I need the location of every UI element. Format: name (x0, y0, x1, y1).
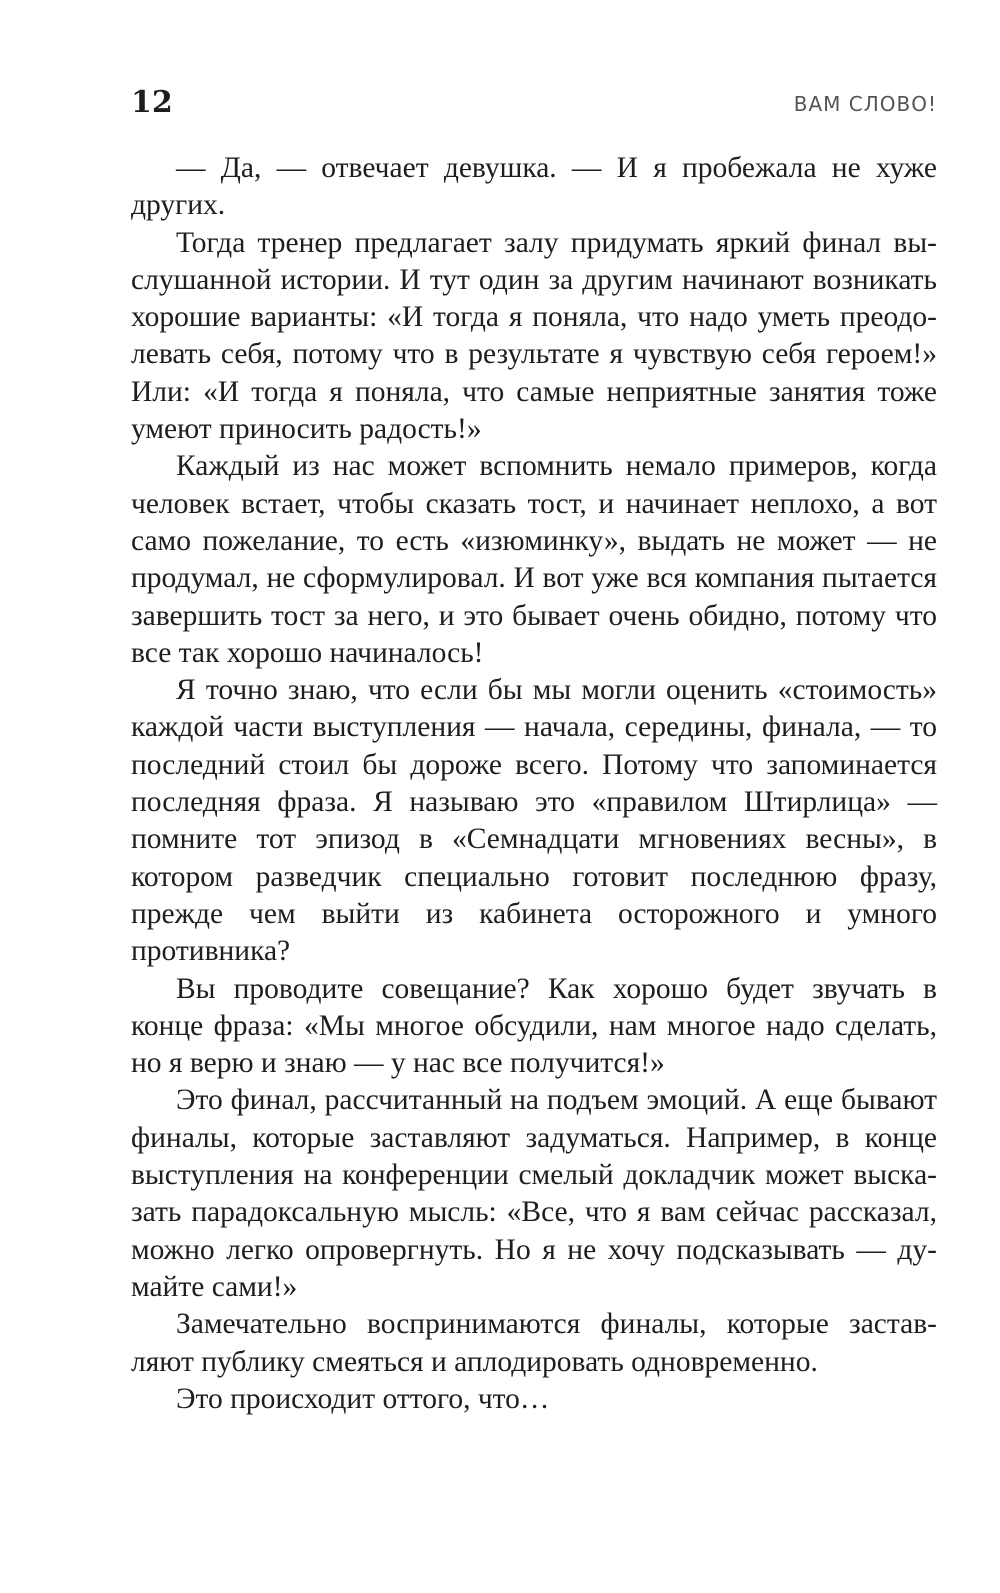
paragraph: Тогда тренер предлагает залу придумать яркий финал выслушанной истории. И тут один за другим начинают возникать хорошие варианты: «И тогда я поняла, что надо уметь преодолевать себя, потому что в результате я чувствую себя героем!» Или: «И тогда я поняла, что самые неприятные занятия тоже умеют приносить радость!» (131, 226, 937, 446)
running-title: ВАМ СЛОВО! (793, 92, 937, 116)
body-text (131, 150, 937, 1418)
paragraph: Это происходит оттого, что… (176, 1382, 550, 1415)
paragraph: — Да, — отвечает девушка. — И я пробежала не хуже других. (131, 152, 937, 222)
paragraph: Я точно знаю, что если бы мы могли оценить «стоимость» каждой части выступления — начала, середины, финала, — то последний стоил бы дороже всего. Потому что запоминается последняя фраза. Я называю это «правилом Штирлица» — помните тот эпизод в «Семнадцати мгновениях весны», в котором разведчик специально готовит последнюю фразу, прежде чем выйти из кабинета осторожного и умного противника? (131, 674, 937, 968)
paragraph: Вы проводите совещание? Как хорошо будет звучать в конце фраза: «Мы многое обсудили, нам многое надо сделать, но я верю и знаю — у нас все получится!» (131, 972, 937, 1080)
page-number: 12 (131, 85, 173, 120)
paragraph: Замечательно воспринимаются финалы, которые заставляют публику смеяться и аплодировать одновременно. (131, 1308, 937, 1378)
paragraph: Это финал, рассчитанный на подъем эмоций. А еще бывают финалы, которые заставляют задуматься. Например, в конце выступления на конференции смелый докладчик может высказать парадоксальную мысль: «Все, что я вам сейчас рассказал, можно легко опровергнуть. Но я не хочу подсказывать — думайте сами!» (131, 1084, 937, 1303)
paragraph: Каждый из нас может вспомнить немало примеров, когда человек встает, чтобы сказать тост, и начинает неплохо, а вот само пожелание, то есть «изюминку», выдать не может — не продумал, не сформулировал. И вот уже вся компания пытается завершить тост за него, и это бывает очень обидно, потому что все так хорошо начиналось! (131, 450, 937, 669)
